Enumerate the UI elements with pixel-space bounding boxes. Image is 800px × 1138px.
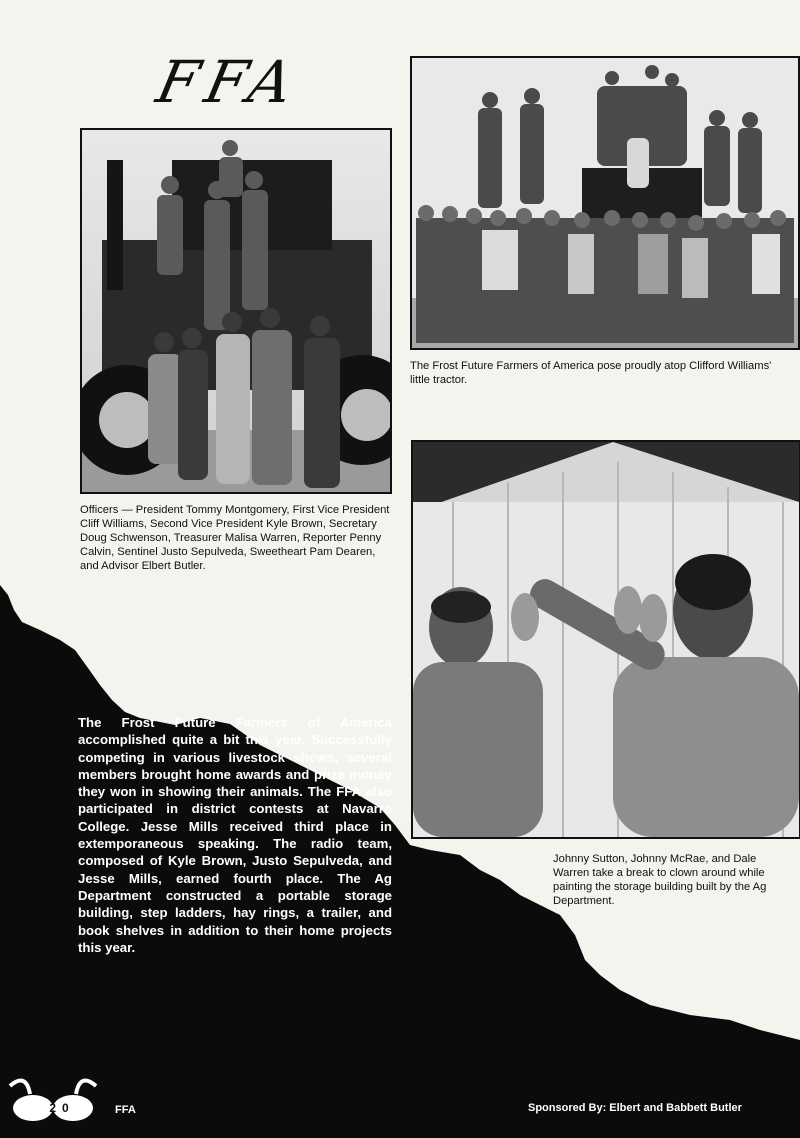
section-label: FFA bbox=[115, 1104, 136, 1116]
officers-photo-image bbox=[82, 130, 390, 492]
glasses-icon bbox=[8, 1068, 98, 1124]
page-number-glasses bbox=[8, 1068, 98, 1124]
clowning-photo bbox=[411, 440, 800, 839]
group-photo bbox=[410, 56, 800, 350]
article-body: The Frost Future Farmers of America accomplished quite a bit this year. Successfully competing in various livestock shows, several members brought home awards and prize money they won in showing their animals. The FFA also participated in district contests at Navarro College. Jesse Mills received third place in extemporaneous speaking. The radio team, composed of Kyle Brown, Justo Sepulveda, and Jesse Mills, earned fourth place. The Ag Department constructed a portable storage building, step ladders, hay rings, a trailer, and book shelves in addition to their home projects this year. bbox=[78, 715, 392, 955]
clowning-caption: Johnny Sutton, Johnny McRae, and Dale Warren take a break to clown around while painting the storage building built by the Ag Department. bbox=[553, 853, 767, 907]
sponsor-credit: Sponsored By: Elbert and Babbett Butler bbox=[528, 1102, 742, 1114]
officers-caption: Officers — President Tommy Montgomery, First Vice President Cliff Williams, Second Vice President Kyle Brown, Secretary Doug Schwenson, Treasurer Malisa Warren, Reporter Penny Calvin, Sentinel Justo Sepulveda, Sweetheart Pam Dearen, and Advisor Elbert Butler. bbox=[80, 504, 390, 572]
group-caption: The Frost Future Farmers of America pose proudly atop Clifford Williams' little tractor. bbox=[410, 360, 772, 386]
page-number: 20 bbox=[49, 1101, 75, 1115]
clowning-photo-image bbox=[413, 442, 799, 837]
page-title: FFA bbox=[150, 48, 307, 116]
officers-photo bbox=[80, 128, 392, 494]
group-photo-image bbox=[412, 58, 798, 348]
